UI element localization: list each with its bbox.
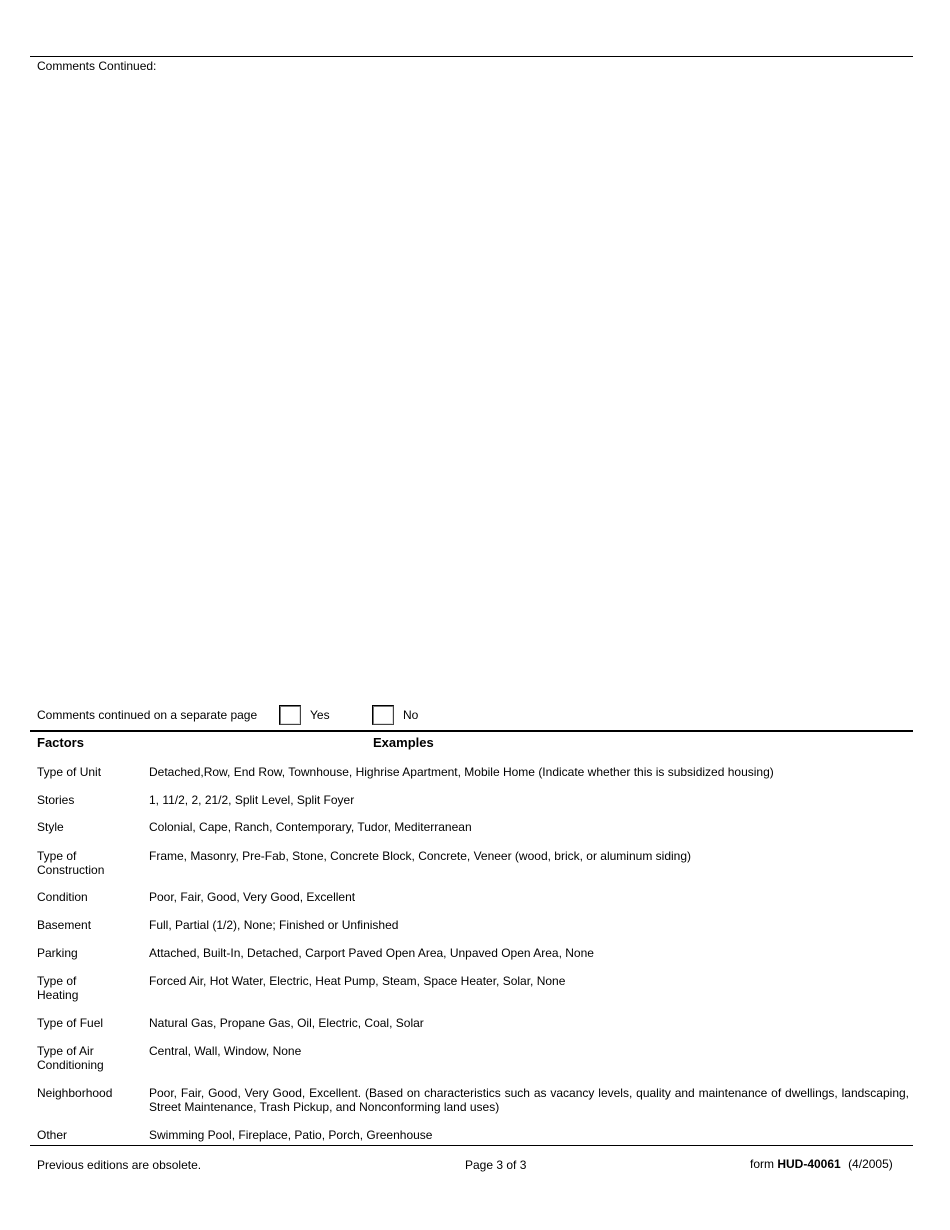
examples-type-of-unit: Detached,Row, End Row, Townhouse, Highrise Apartment, Mobile Home (Indicate whether this is subsidized housing) bbox=[149, 765, 774, 779]
factor-type-of-construction: Type of Construction bbox=[37, 849, 105, 877]
examples-type-of-fuel: Natural Gas, Propane Gas, Oil, Electric, Coal, Solar bbox=[149, 1016, 424, 1030]
footer-rule bbox=[30, 1145, 913, 1146]
form-date: (4/2005) bbox=[848, 1157, 893, 1171]
examples-header: Examples bbox=[373, 735, 434, 750]
examples-other: Swimming Pool, Fireplace, Patio, Porch, Greenhouse bbox=[149, 1128, 433, 1142]
obsolete-note: Previous editions are obsolete. bbox=[37, 1158, 202, 1172]
examples-neighborhood: Poor, Fair, Good, Very Good, Excellent. (Based on characteristics such as vacancy levels, quality and maintenance of dwellings, landscaping, Street Maintenance, Trash Pickup, and Nonconforming land uses) bbox=[149, 1086, 909, 1114]
form-id bbox=[750, 1157, 893, 1171]
form-number: HUD-40061 bbox=[777, 1157, 841, 1171]
examples-condition: Poor, Fair, Good, Very Good, Excellent bbox=[149, 890, 356, 904]
factor-condition: Condition bbox=[37, 890, 88, 904]
examples-type-of-air-conditioning: Central, Wall, Window, None bbox=[149, 1044, 302, 1058]
factors-header: Factors bbox=[37, 735, 84, 750]
no-label: No bbox=[403, 708, 419, 722]
top-rule bbox=[30, 56, 913, 57]
factor-type-of-air-conditioning: Type of Air Conditioning bbox=[37, 1044, 104, 1072]
factor-type-of-unit: Type of Unit bbox=[37, 765, 102, 779]
separate-page-label: Comments continued on a separate page bbox=[37, 708, 258, 722]
comments-continued-label: Comments Continued: bbox=[37, 59, 157, 73]
table-top-rule bbox=[30, 730, 913, 732]
page-info: Page 3 of 3 bbox=[465, 1158, 527, 1172]
examples-stories: 1, 11/2, 2, 21/2, Split Level, Split Foyer bbox=[149, 793, 355, 807]
examples-type-of-heating: Forced Air, Hot Water, Electric, Heat Pump, Steam, Space Heater, Solar, None bbox=[149, 974, 566, 988]
factor-stories: Stories bbox=[37, 793, 75, 807]
no-checkbox[interactable] bbox=[372, 705, 394, 725]
factor-type-of-heating: Type of Heating bbox=[37, 974, 79, 1002]
examples-parking: Attached, Built-In, Detached, Carport Paved Open Area, Unpaved Open Area, None bbox=[149, 946, 594, 960]
factor-other: Other bbox=[37, 1128, 68, 1142]
form-prefix: form bbox=[750, 1157, 774, 1171]
factor-type-of-fuel: Type of Fuel bbox=[37, 1016, 104, 1030]
comments-text-area[interactable] bbox=[37, 76, 909, 696]
examples-style: Colonial, Cape, Ranch, Contemporary, Tudor, Mediterranean bbox=[149, 820, 472, 834]
examples-basement: Full, Partial (1/2), None; Finished or Unfinished bbox=[149, 918, 399, 932]
factor-basement: Basement bbox=[37, 918, 92, 932]
examples-type-of-construction: Frame, Masonry, Pre-Fab, Stone, Concrete Block, Concrete, Veneer (wood, brick, or aluminum siding) bbox=[149, 849, 691, 863]
factor-neighborhood: Neighborhood bbox=[37, 1086, 113, 1100]
yes-label: Yes bbox=[310, 708, 330, 722]
factor-parking: Parking bbox=[37, 946, 78, 960]
yes-checkbox[interactable] bbox=[279, 705, 301, 725]
factor-style: Style bbox=[37, 820, 64, 834]
